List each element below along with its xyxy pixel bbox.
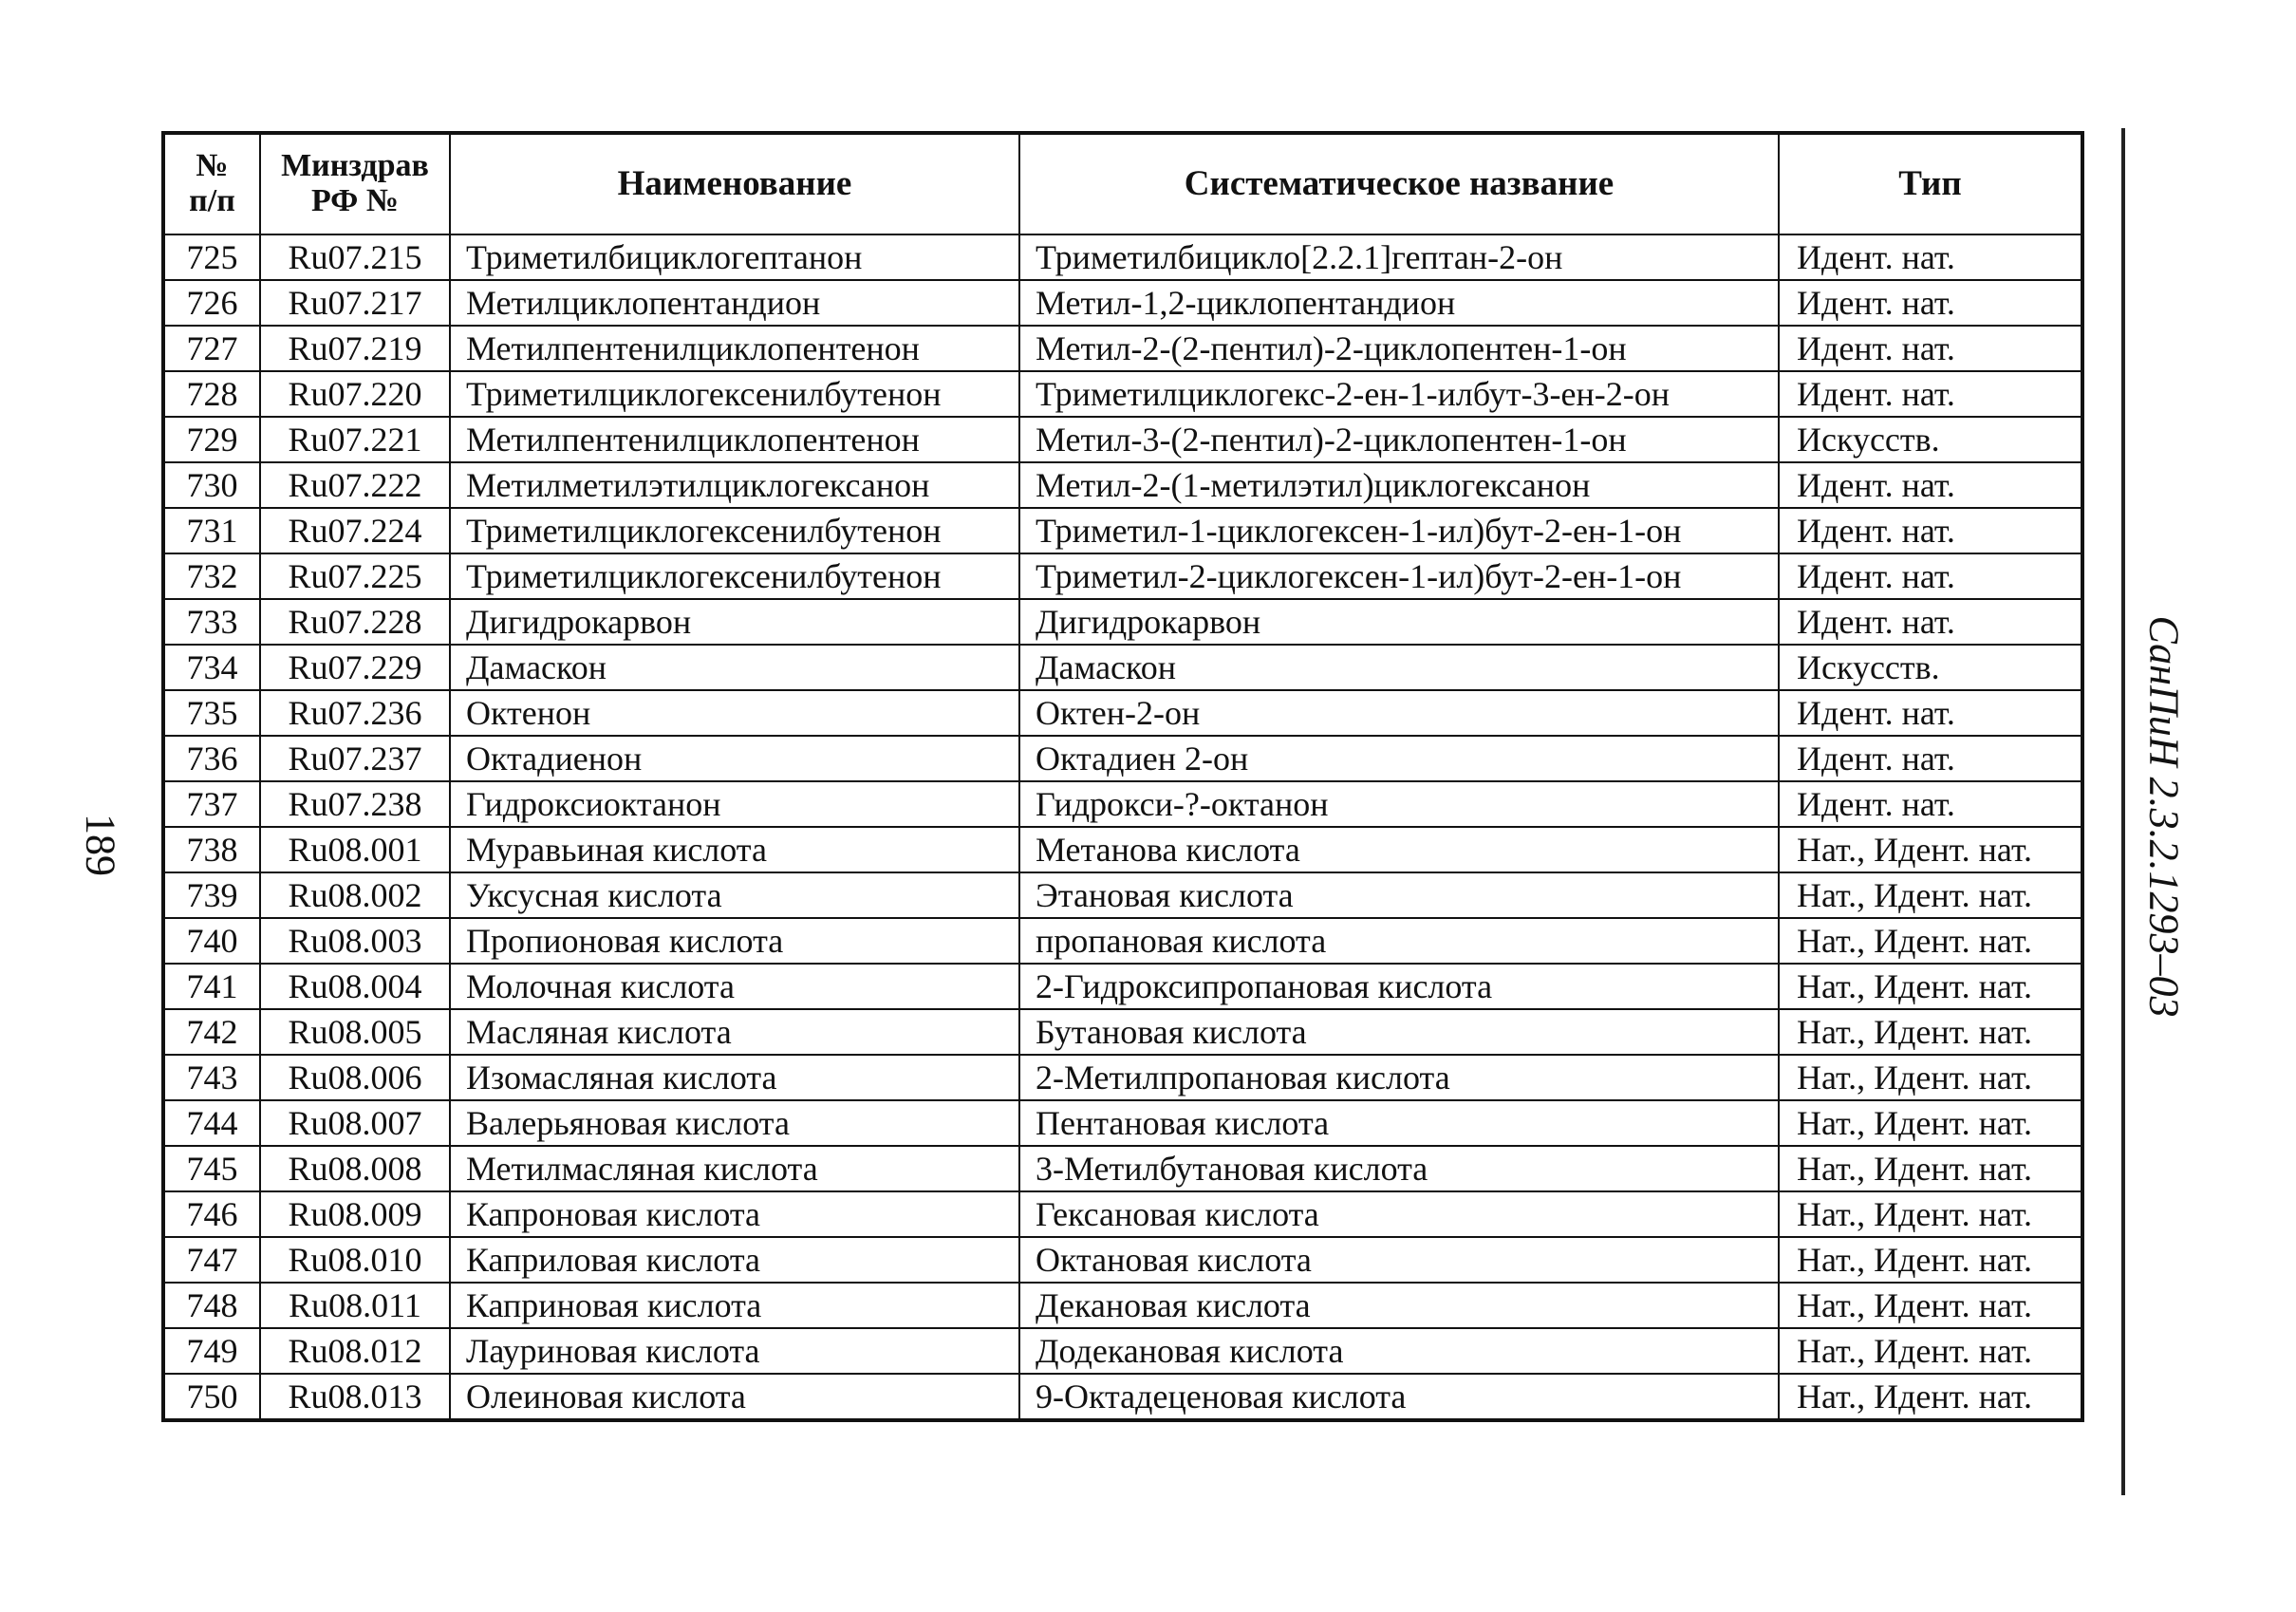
substance-name: Триметилциклогексенилбутенон — [450, 553, 1019, 599]
substance-type: Нат., Идент. нат. — [1779, 1191, 2082, 1237]
substance-name: Триметилциклогексенилбутенон — [450, 508, 1019, 553]
substance-type: Нат., Идент. нат. — [1779, 872, 2082, 918]
substance-type: Идент. нат. — [1779, 736, 2082, 781]
ministry-code: Ru08.004 — [260, 964, 450, 1009]
substance-name: Изомасляная кислота — [450, 1055, 1019, 1100]
document-code: СанПиН 2.3.2.1293–03 — [2140, 615, 2188, 1018]
table-row — [163, 1328, 2082, 1374]
substance-type: Нат., Идент. нат. — [1779, 1055, 2082, 1100]
substance-name: Уксусная кислота — [450, 872, 1019, 918]
substance-name: Каприновая кислота — [450, 1283, 1019, 1328]
systematic-name: Октановая кислота — [1019, 1237, 1779, 1283]
ministry-code: Ru07.222 — [260, 462, 450, 508]
row-number: 727 — [163, 326, 260, 371]
substance-name: Дигидрокарвон — [450, 599, 1019, 645]
ministry-code: Ru07.217 — [260, 280, 450, 326]
table-row — [163, 599, 2082, 645]
substance-type: Идент. нат. — [1779, 234, 2082, 280]
ministry-code: Ru08.003 — [260, 918, 450, 964]
substance-name: Триметилциклогексенилбутенон — [450, 371, 1019, 417]
substance-type: Нат., Идент. нат. — [1779, 827, 2082, 872]
table-row — [163, 827, 2082, 872]
systematic-name: Триметил-2-циклогексен-1-ил)бут-2-ен-1-он — [1019, 553, 1779, 599]
header-number-line1: № — [196, 148, 229, 184]
systematic-name: Метанова кислота — [1019, 827, 1779, 872]
systematic-name: Триметилциклогекс-2-ен-1-илбут-3-ен-2-он — [1019, 371, 1779, 417]
substance-name: Лауриновая кислота — [450, 1328, 1019, 1374]
table-row — [163, 736, 2082, 781]
substance-name: Валерьяновая кислота — [450, 1100, 1019, 1146]
substance-type: Нат., Идент. нат. — [1779, 1328, 2082, 1374]
substance-name: Октадиенон — [450, 736, 1019, 781]
row-number: 742 — [163, 1009, 260, 1055]
substance-type: Искусств. — [1779, 645, 2082, 690]
ministry-code: Ru08.001 — [260, 827, 450, 872]
table-header-row — [163, 133, 2082, 234]
ministry-code: Ru07.220 — [260, 371, 450, 417]
row-number: 740 — [163, 918, 260, 964]
ministry-code: Ru08.011 — [260, 1283, 450, 1328]
ministry-code: Ru07.229 — [260, 645, 450, 690]
table-row — [163, 280, 2082, 326]
substances-table — [161, 131, 2084, 1422]
ministry-code: Ru07.236 — [260, 690, 450, 736]
ministry-code: Ru07.237 — [260, 736, 450, 781]
substance-type: Идент. нат. — [1779, 553, 2082, 599]
table-row — [163, 234, 2082, 280]
row-number: 744 — [163, 1100, 260, 1146]
ministry-code: Ru08.005 — [260, 1009, 450, 1055]
ministry-code: Ru08.007 — [260, 1100, 450, 1146]
header-number — [163, 133, 260, 234]
substance-name: Гидроксиоктанон — [450, 781, 1019, 827]
ministry-code: Ru08.006 — [260, 1055, 450, 1100]
systematic-name: Этановая кислота — [1019, 872, 1779, 918]
substance-name: Метилциклопентандион — [450, 280, 1019, 326]
substance-type: Нат., Идент. нат. — [1779, 1009, 2082, 1055]
systematic-name: Дигидрокарвон — [1019, 599, 1779, 645]
header-number-line2: п/п — [189, 183, 235, 218]
substance-type: Идент. нат. — [1779, 599, 2082, 645]
row-number: 745 — [163, 1146, 260, 1191]
ministry-code: Ru07.215 — [260, 234, 450, 280]
ministry-code: Ru08.010 — [260, 1237, 450, 1283]
row-number: 730 — [163, 462, 260, 508]
table-row — [163, 508, 2082, 553]
substance-type: Идент. нат. — [1779, 690, 2082, 736]
systematic-name: Пентановая кислота — [1019, 1100, 1779, 1146]
table-header — [163, 133, 2082, 234]
header-ministry-code — [260, 133, 450, 234]
row-number: 729 — [163, 417, 260, 462]
row-number: 725 — [163, 234, 260, 280]
row-number: 737 — [163, 781, 260, 827]
systematic-name: Триметилбицикло[2.2.1]гептан-2-он — [1019, 234, 1779, 280]
substance-name: Каприловая кислота — [450, 1237, 1019, 1283]
substance-name: Метилпентенилциклопентенон — [450, 326, 1019, 371]
systematic-name: Триметил-1-циклогексен-1-ил)бут-2-ен-1-он — [1019, 508, 1779, 553]
ministry-code: Ru07.228 — [260, 599, 450, 645]
table-row — [163, 1055, 2082, 1100]
table-row — [163, 371, 2082, 417]
table-row — [163, 326, 2082, 371]
systematic-name: 2-Метилпропановая кислота — [1019, 1055, 1779, 1100]
table-row — [163, 1237, 2082, 1283]
header-ministry-line2: РФ № — [310, 183, 400, 218]
table-row — [163, 1374, 2082, 1420]
substance-type: Идент. нат. — [1779, 371, 2082, 417]
header-ministry-line1: Минздрав — [281, 148, 429, 184]
systematic-name: Дамаскон — [1019, 645, 1779, 690]
substance-type: Нат., Идент. нат. — [1779, 1374, 2082, 1420]
substance-type: Нат., Идент. нат. — [1779, 1237, 2082, 1283]
row-number: 748 — [163, 1283, 260, 1328]
table-row — [163, 1191, 2082, 1237]
row-number: 743 — [163, 1055, 260, 1100]
row-number: 739 — [163, 872, 260, 918]
systematic-name: Гидрокси-?-октанон — [1019, 781, 1779, 827]
substance-type: Нат., Идент. нат. — [1779, 1146, 2082, 1191]
page-number: 189 — [77, 814, 124, 876]
row-number: 747 — [163, 1237, 260, 1283]
systematic-name: Метил-1,2-циклопентандион — [1019, 280, 1779, 326]
row-number: 738 — [163, 827, 260, 872]
row-number: 749 — [163, 1328, 260, 1374]
table-row — [163, 417, 2082, 462]
systematic-name: Метил-2-(2-пентил)-2-циклопентен-1-он — [1019, 326, 1779, 371]
table-row — [163, 690, 2082, 736]
ministry-code: Ru07.219 — [260, 326, 450, 371]
row-number: 736 — [163, 736, 260, 781]
systematic-name: 2-Гидроксипропановая кислота — [1019, 964, 1779, 1009]
ministry-code: Ru07.225 — [260, 553, 450, 599]
substance-type: Идент. нат. — [1779, 326, 2082, 371]
substance-type: Идент. нат. — [1779, 508, 2082, 553]
ministry-code: Ru08.009 — [260, 1191, 450, 1237]
systematic-name: Метил-3-(2-пентил)-2-циклопентен-1-он — [1019, 417, 1779, 462]
substance-type: Идент. нат. — [1779, 280, 2082, 326]
margin-rule — [2121, 128, 2125, 1495]
row-number: 728 — [163, 371, 260, 417]
table-body — [163, 234, 2082, 1420]
substance-name: Капроновая кислота — [450, 1191, 1019, 1237]
substance-name: Метилметилэтилциклогексанон — [450, 462, 1019, 508]
ministry-code: Ru07.221 — [260, 417, 450, 462]
table-row — [163, 964, 2082, 1009]
systematic-name: Октен-2-он — [1019, 690, 1779, 736]
table-row — [163, 553, 2082, 599]
table-row — [163, 872, 2082, 918]
ministry-code: Ru08.012 — [260, 1328, 450, 1374]
substance-type: Идент. нат. — [1779, 781, 2082, 827]
table-row — [163, 918, 2082, 964]
systematic-name: Декановая кислота — [1019, 1283, 1779, 1328]
substance-type: Идент. нат. — [1779, 462, 2082, 508]
row-number: 746 — [163, 1191, 260, 1237]
systematic-name: Октадиен 2-он — [1019, 736, 1779, 781]
substance-type: Нат., Идент. нат. — [1779, 1100, 2082, 1146]
ministry-code: Ru08.002 — [260, 872, 450, 918]
table-row — [163, 462, 2082, 508]
systematic-name: 3-Метилбутановая кислота — [1019, 1146, 1779, 1191]
systematic-name: Метил-2-(1-метилэтил)циклогексанон — [1019, 462, 1779, 508]
substance-name: Дамаскон — [450, 645, 1019, 690]
systematic-name: Гексановая кислота — [1019, 1191, 1779, 1237]
substance-name: Муравьиная кислота — [450, 827, 1019, 872]
table-row — [163, 645, 2082, 690]
header-systematic-name: Систематическое название — [1019, 133, 1779, 234]
systematic-name: 9-Октадеценовая кислота — [1019, 1374, 1779, 1420]
substance-name: Метилпентенилциклопентенон — [450, 417, 1019, 462]
ministry-code: Ru08.008 — [260, 1146, 450, 1191]
row-number: 726 — [163, 280, 260, 326]
systematic-name: Додекановая кислота — [1019, 1328, 1779, 1374]
substance-name: Молочная кислота — [450, 964, 1019, 1009]
row-number: 732 — [163, 553, 260, 599]
table-row — [163, 1009, 2082, 1055]
table-row — [163, 1146, 2082, 1191]
substance-name: Октенон — [450, 690, 1019, 736]
header-name: Наименование — [450, 133, 1019, 234]
ministry-code: Ru08.013 — [260, 1374, 450, 1420]
substance-type: Искусств. — [1779, 417, 2082, 462]
substance-type: Нат., Идент. нат. — [1779, 964, 2082, 1009]
row-number: 734 — [163, 645, 260, 690]
systematic-name: пропановая кислота — [1019, 918, 1779, 964]
row-number: 741 — [163, 964, 260, 1009]
substance-name: Пропионовая кислота — [450, 918, 1019, 964]
substance-type: Нат., Идент. нат. — [1779, 1283, 2082, 1328]
substance-name: Олеиновая кислота — [450, 1374, 1019, 1420]
table-row — [163, 1283, 2082, 1328]
table-row — [163, 781, 2082, 827]
systematic-name: Бутановая кислота — [1019, 1009, 1779, 1055]
table-row — [163, 1100, 2082, 1146]
ministry-code: Ru07.224 — [260, 508, 450, 553]
row-number: 731 — [163, 508, 260, 553]
row-number: 750 — [163, 1374, 260, 1420]
substance-name: Триметилбициклогептанон — [450, 234, 1019, 280]
ministry-code: Ru07.238 — [260, 781, 450, 827]
header-type: Тип — [1779, 133, 2082, 234]
substance-type: Нат., Идент. нат. — [1779, 918, 2082, 964]
substance-name: Масляная кислота — [450, 1009, 1019, 1055]
substance-name: Метилмасляная кислота — [450, 1146, 1019, 1191]
row-number: 735 — [163, 690, 260, 736]
row-number: 733 — [163, 599, 260, 645]
